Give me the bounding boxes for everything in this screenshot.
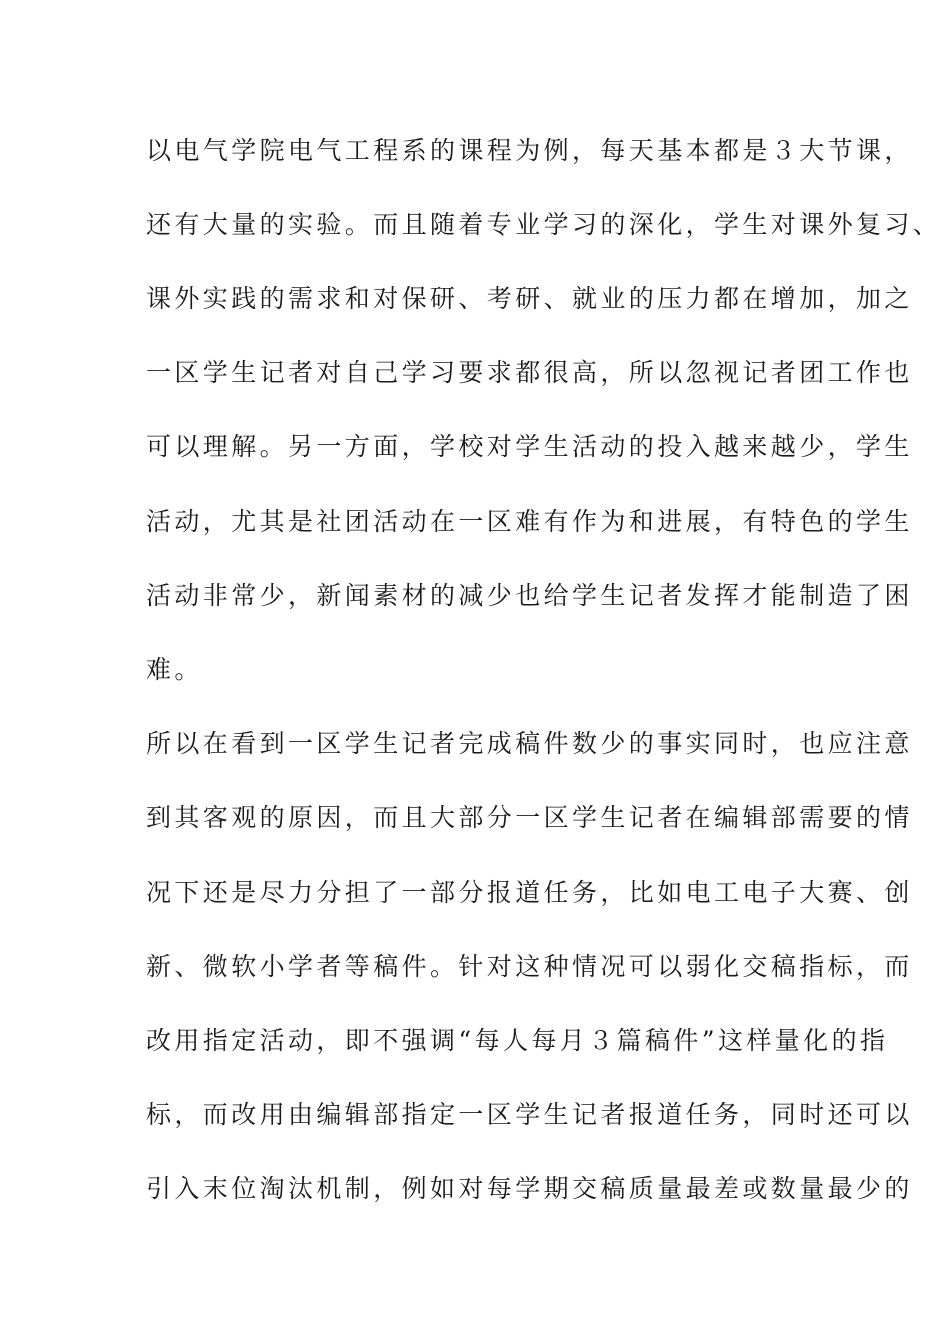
paragraph-1-line-7: 活动非常少，新闻素材的减少也给学生记者发挥才能制造了困 <box>146 581 913 610</box>
paragraph-2-line-6: 标，而改用由编辑部指定一区学生记者报道任务，同时还可以 <box>146 1100 913 1129</box>
paragraph-2-line-7: 引入末位淘汰机制，例如对每学期交稿质量最差或数量最少的 <box>146 1174 913 1203</box>
paragraph-1-line-6: 活动，尤其是社团活动在一区难有作为和进展，有特色的学生 <box>146 507 913 536</box>
paragraph-2-line-3: 况下还是尽力分担了一部分报道任务，比如电工电子大赛、创 <box>146 878 913 907</box>
paragraph-2-line-5: 改用指定活动，即不强调“每人每月３篇稿件”这样量化的指 <box>146 1026 889 1055</box>
paragraph-1-line-1: 以电气学院电气工程系的课程为例，每天基本都是３大节课， <box>146 136 913 165</box>
paragraph-1-line-3: 课外实践的需求和对保研、考研、就业的压力都在增加，加之 <box>146 284 913 313</box>
paragraph-1-line-2: 还有大量的实验。而且随着专业学习的深化，学生对课外复习、 <box>146 210 942 239</box>
paragraph-2-line-2: 到其客观的原因，而且大部分一区学生记者在编辑部需要的情 <box>146 803 913 832</box>
paragraph-1-line-4: 一区学生记者对自己学习要求都很高，所以忽视记者团工作也 <box>146 358 913 387</box>
paragraph-1-line-5: 可以理解。另一方面，学校对学生活动的投入越来越少，学生 <box>146 432 913 461</box>
paragraph-1-line-8: 难。 <box>146 655 203 684</box>
paragraph-2-line-1: 所以在看到一区学生记者完成稿件数少的事实同时，也应注意 <box>146 729 913 758</box>
paragraph-2-line-4: 新、微软小学者等稿件。针对这种情况可以弱化交稿指标，而 <box>146 952 913 981</box>
